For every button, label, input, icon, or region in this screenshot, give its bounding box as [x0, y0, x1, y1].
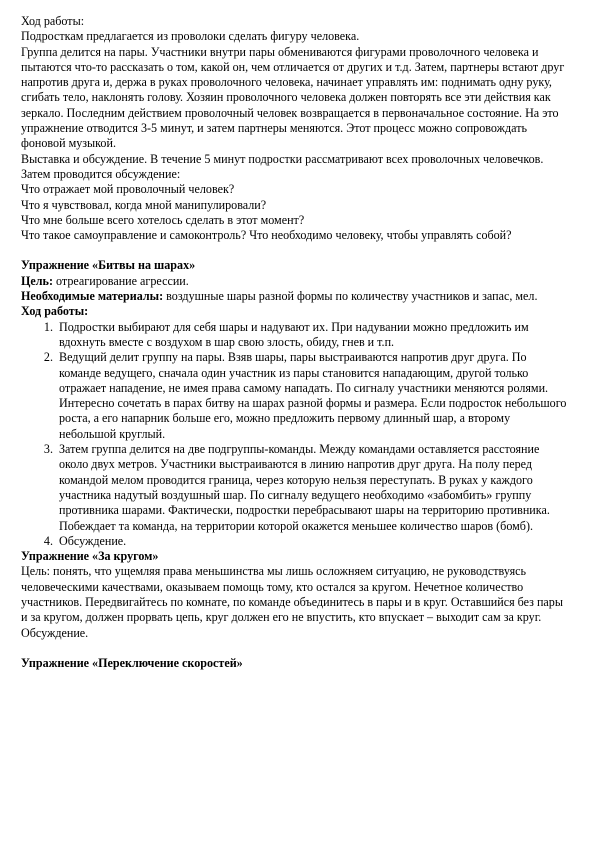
question-line: Что мне больше всего хотелось сделать в этот момент? — [21, 212, 305, 227]
question-line: Что отражает мой проволочный человек? — [21, 182, 235, 197]
exercise-goal — [21, 274, 567, 289]
section-heading-progress: Ход работы: — [21, 14, 85, 28]
spacer — [21, 641, 567, 656]
question-line: Что такое самоуправление и самоконтроль? Что необходимо человеку, чтобы управлять собой? — [21, 228, 512, 243]
exercise-title-balloons: Упражнение «Битвы на шарах» — [21, 258, 196, 273]
question-line: Что я чувствовал, когда мной манипулировали? — [21, 197, 267, 212]
progress-label: Ход работы: — [21, 304, 89, 319]
paragraph: Группа делится на пары. Участники внутри пары обмениваются фигурами проволочного человека и пытаются что-то рассказать о том, какой он, чем отличается от других и т.д. Затем, партнеры встают друг напротив друга и, держа в руках проволочного человека, начинает управлять им: поднимать одну руку, сгибать тело, наклонять голову. Хозяин проволочного человека должен повторять все эти действия как зеркало. Последним действием проволочный человек возвращается в первоначальное состояние. На это упражнение отводится 3-5 минут, и затем партнеры меняются. Этот процесс можно сопровождать фоновой музыкой. — [21, 44, 565, 151]
steps-list — [21, 320, 567, 549]
exercise-title-circle: Упражнение «За кругом» — [21, 549, 159, 564]
paragraph: Подросткам предлагается из проволоки сделать фигуру человека. — [21, 29, 360, 44]
list-item: 2. Ведущий делит группу на пары. Взяв шары, пары выстраиваются напротив друг друга. По команде ведущего, сначала один участник из пары становится нападающим, другой только отражает нападение, не имея права самому нападать. По сигналу участники меняются ролями. Интересно сочетать в парах битву на шарах разной формы и размера. Если подросток небольшого роста, а его напарник больше его, можно предложить первому длинный шар, а второму небольшой круглый. — [56, 350, 567, 442]
goal-label: Цель: — [21, 273, 53, 288]
list-item: 1. Подростки выбирают для себя шары и надувают их. При надувании можно предложить им вдохнуть вместе с воздухом в шар свою злость, обиду, гнев и т.п. — [56, 320, 567, 351]
spacer — [21, 243, 567, 258]
paragraph: Цель: понять, что ущемляя права меньшинства мы лишь осложняем ситуацию, не руководствуясь человеческими качествами, оказываем помощь тому, кто остался за кругом. Нечетное количество участников. Передвигайтесь по комнате, по команде объединитесь в пары и в круг. Оставшийся без пары и за кругом, должен прорвать цепь, круг должен его не впустить, кто впускает – выходит сам за круг. Обсуждение. — [21, 564, 563, 640]
materials-text: воздушные шары разной формы по количеству участников и запас, мел. — [163, 289, 538, 304]
paragraph: Выставка и обсуждение. В течение 5 минут подростки рассматривают всех проволочных человечков. Затем проводится обсуждение: — [21, 151, 544, 181]
exercise-title-speed: Упражнение «Переключение скоростей» — [21, 655, 243, 670]
materials-label: Необходимые материалы: — [21, 289, 164, 304]
list-item: 4. Обсуждение. — [56, 534, 567, 549]
goal-text: отреагирование агрессии. — [52, 273, 189, 288]
exercise-materials — [21, 289, 567, 304]
list-item: 3. Затем группа делится на две подгруппы-команды. Между командами оставляется расстояние около двух метров. Участники выстраиваются в линию напротив друг друга. На полу перед командой мелом проводится граница, через которую нельзя переступать. В руках у каждого участника надутый воздушный шар. По сигналу ведущего необходимо «забомбить» группу противника шарами. Фактически, подростки перебрасывают шары на территорию противника. Побеждает та команда, на территории которой окажется меньшее количество шаров (бомб). — [56, 442, 567, 534]
